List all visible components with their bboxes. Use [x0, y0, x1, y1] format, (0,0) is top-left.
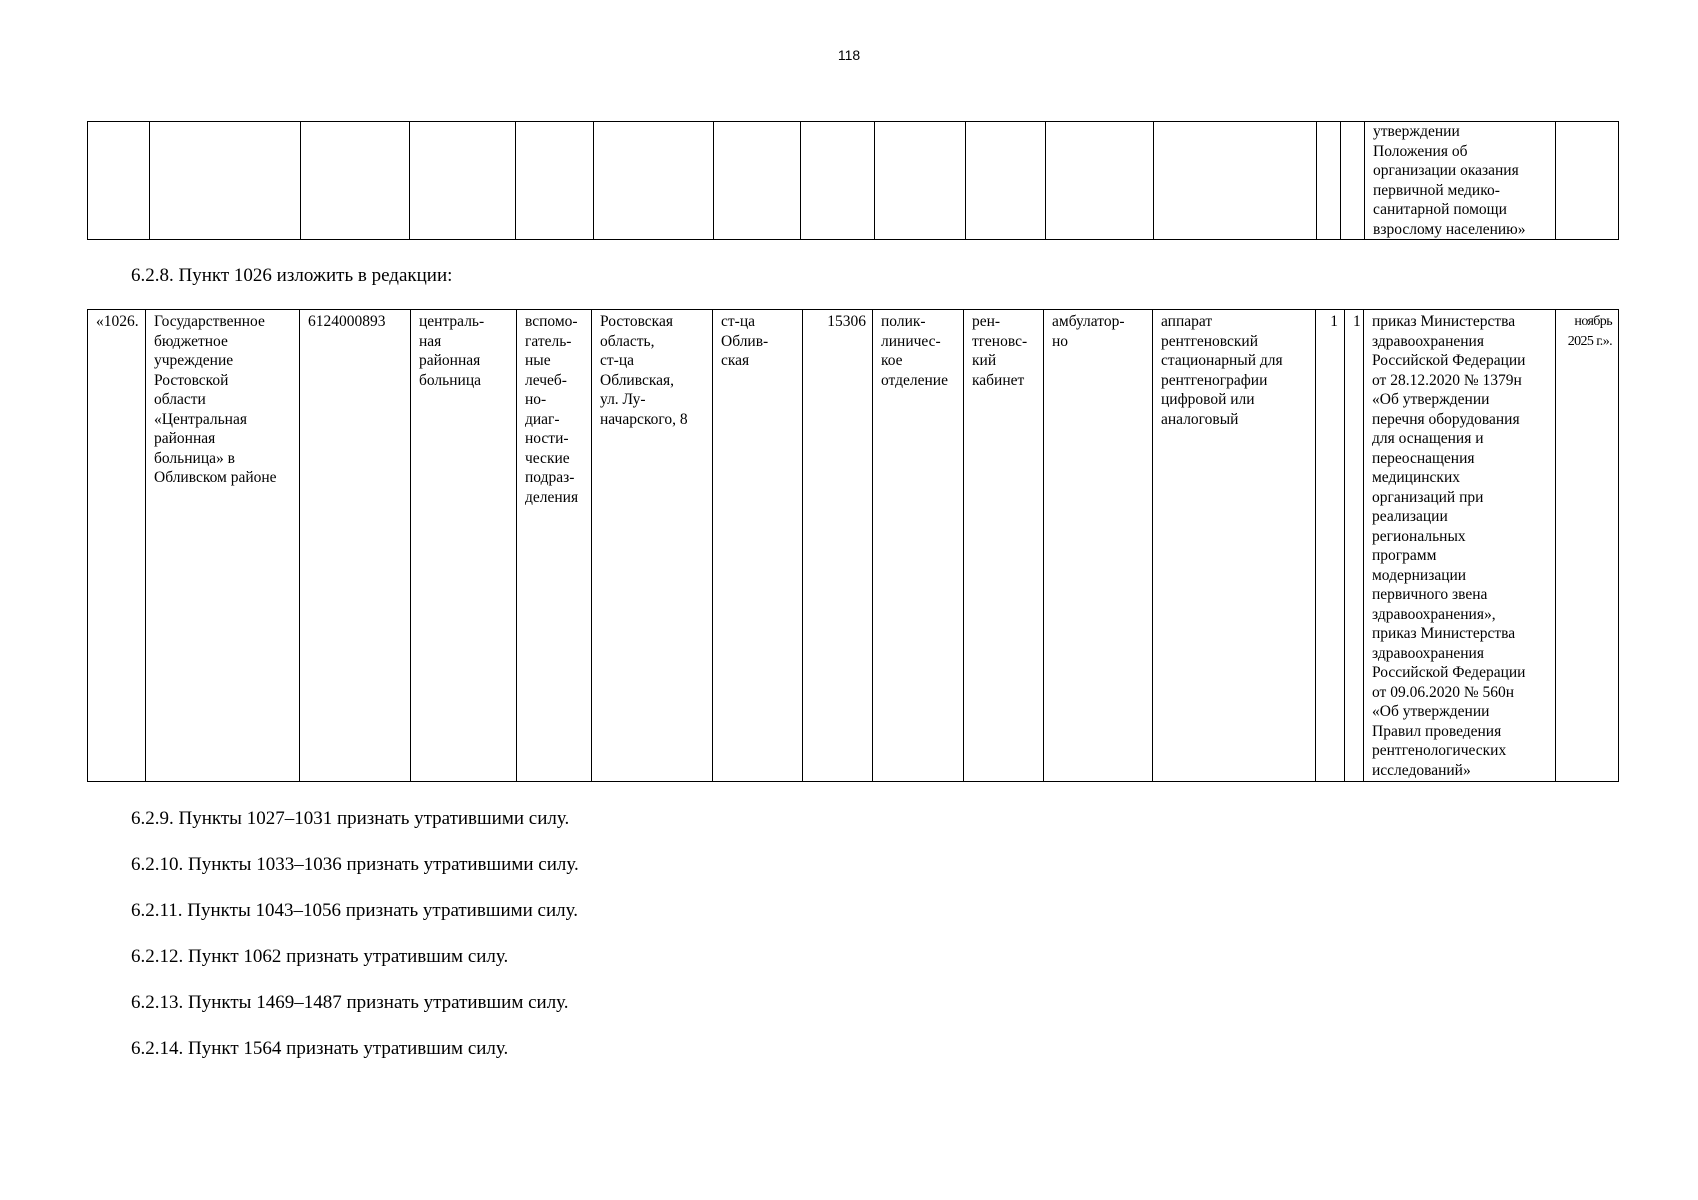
cell-empty — [150, 122, 301, 240]
cell-empty — [516, 122, 594, 240]
cell-empty — [301, 122, 410, 240]
cell-address: Ростовская область, ст-ца Обливская, ул. Лу- начарского, 8 — [592, 310, 713, 782]
cell-equipment: аппарат рентгеновский стационарный для рентгенографии цифровой или аналоговый — [1153, 310, 1316, 782]
cell-deadline: ноябрь 2025 г.». — [1556, 310, 1619, 782]
cell-empty — [410, 122, 516, 240]
paragraph-6-2-11: 6.2.11. Пункты 1043–1056 признать утратившими силу. — [131, 900, 578, 921]
paragraph-6-2-12: 6.2.12. Пункт 1062 признать утратившим силу. — [131, 946, 509, 967]
cell-org-type: централь- ная районная больница — [411, 310, 517, 782]
paragraph-6-2-9: 6.2.9. Пункты 1027–1031 признать утратившими силу. — [131, 808, 570, 829]
cell-department: полик- линичес- кое отделение — [873, 310, 964, 782]
cell-locality: ст-ца Облив- ская — [713, 310, 803, 782]
cell-empty — [801, 122, 875, 240]
paragraph-6-2-10: 6.2.10. Пункты 1033–1036 признать утратившими силу. — [131, 854, 579, 875]
cell-empty — [875, 122, 966, 240]
cell-population: 15306 — [803, 310, 873, 782]
cell-empty — [1556, 122, 1619, 240]
table-item-1026 — [87, 309, 1619, 782]
cell-quantity-b: 1 — [1345, 310, 1364, 782]
cell-regulation-tail: утверждении Положения об организации оказания первичной медико- санитарной помощи взрослому населению» — [1365, 122, 1556, 240]
cell-empty — [1317, 122, 1341, 240]
intro-paragraph: 6.2.8. Пункт 1026 изложить в редакции: — [131, 265, 453, 286]
cell-empty — [966, 122, 1046, 240]
cell-empty — [88, 122, 150, 240]
cell-unit-type: вспомо- гатель- ные лечеб- но- диаг- ности- ческие подраз- деления — [517, 310, 592, 782]
cell-item-number: «1026. — [88, 310, 146, 782]
paragraph-6-2-13: 6.2.13. Пункты 1469–1487 признать утратившим силу. — [131, 992, 569, 1013]
table-row — [88, 310, 1619, 782]
cell-room: рен- тгеновс- кий кабинет — [964, 310, 1044, 782]
cell-empty — [1341, 122, 1365, 240]
cell-empty — [714, 122, 801, 240]
table-continuation — [87, 121, 1619, 240]
cell-empty — [1046, 122, 1154, 240]
cell-regulation: приказ Министерства здравоохранения Российской Федерации от 28.12.2020 № 1379н «Об утверждении перечня оборудования для оснащения и переоснащения медицинских организаций при реализации региональных программ модернизации первичного звена здравоохранения», приказ Министерства здравоохранения Российской Федерации от 09.06.2020 № 560н «Об утверждении Правил проведения рентгенологических исследований» — [1364, 310, 1556, 782]
cell-empty — [594, 122, 714, 240]
cell-quantity-a: 1 — [1316, 310, 1345, 782]
cell-empty — [1154, 122, 1317, 240]
cell-inn: 6124000893 — [300, 310, 411, 782]
cell-organization: Государственное бюджетное учреждение Ростовской области «Центральная районная больница» в Обливском районе — [146, 310, 300, 782]
cell-care-form: амбулатор- но — [1044, 310, 1153, 782]
page-number: 118 — [837, 47, 861, 63]
paragraph-6-2-14: 6.2.14. Пункт 1564 признать утратившим силу. — [131, 1038, 509, 1059]
table-row — [88, 122, 1619, 240]
